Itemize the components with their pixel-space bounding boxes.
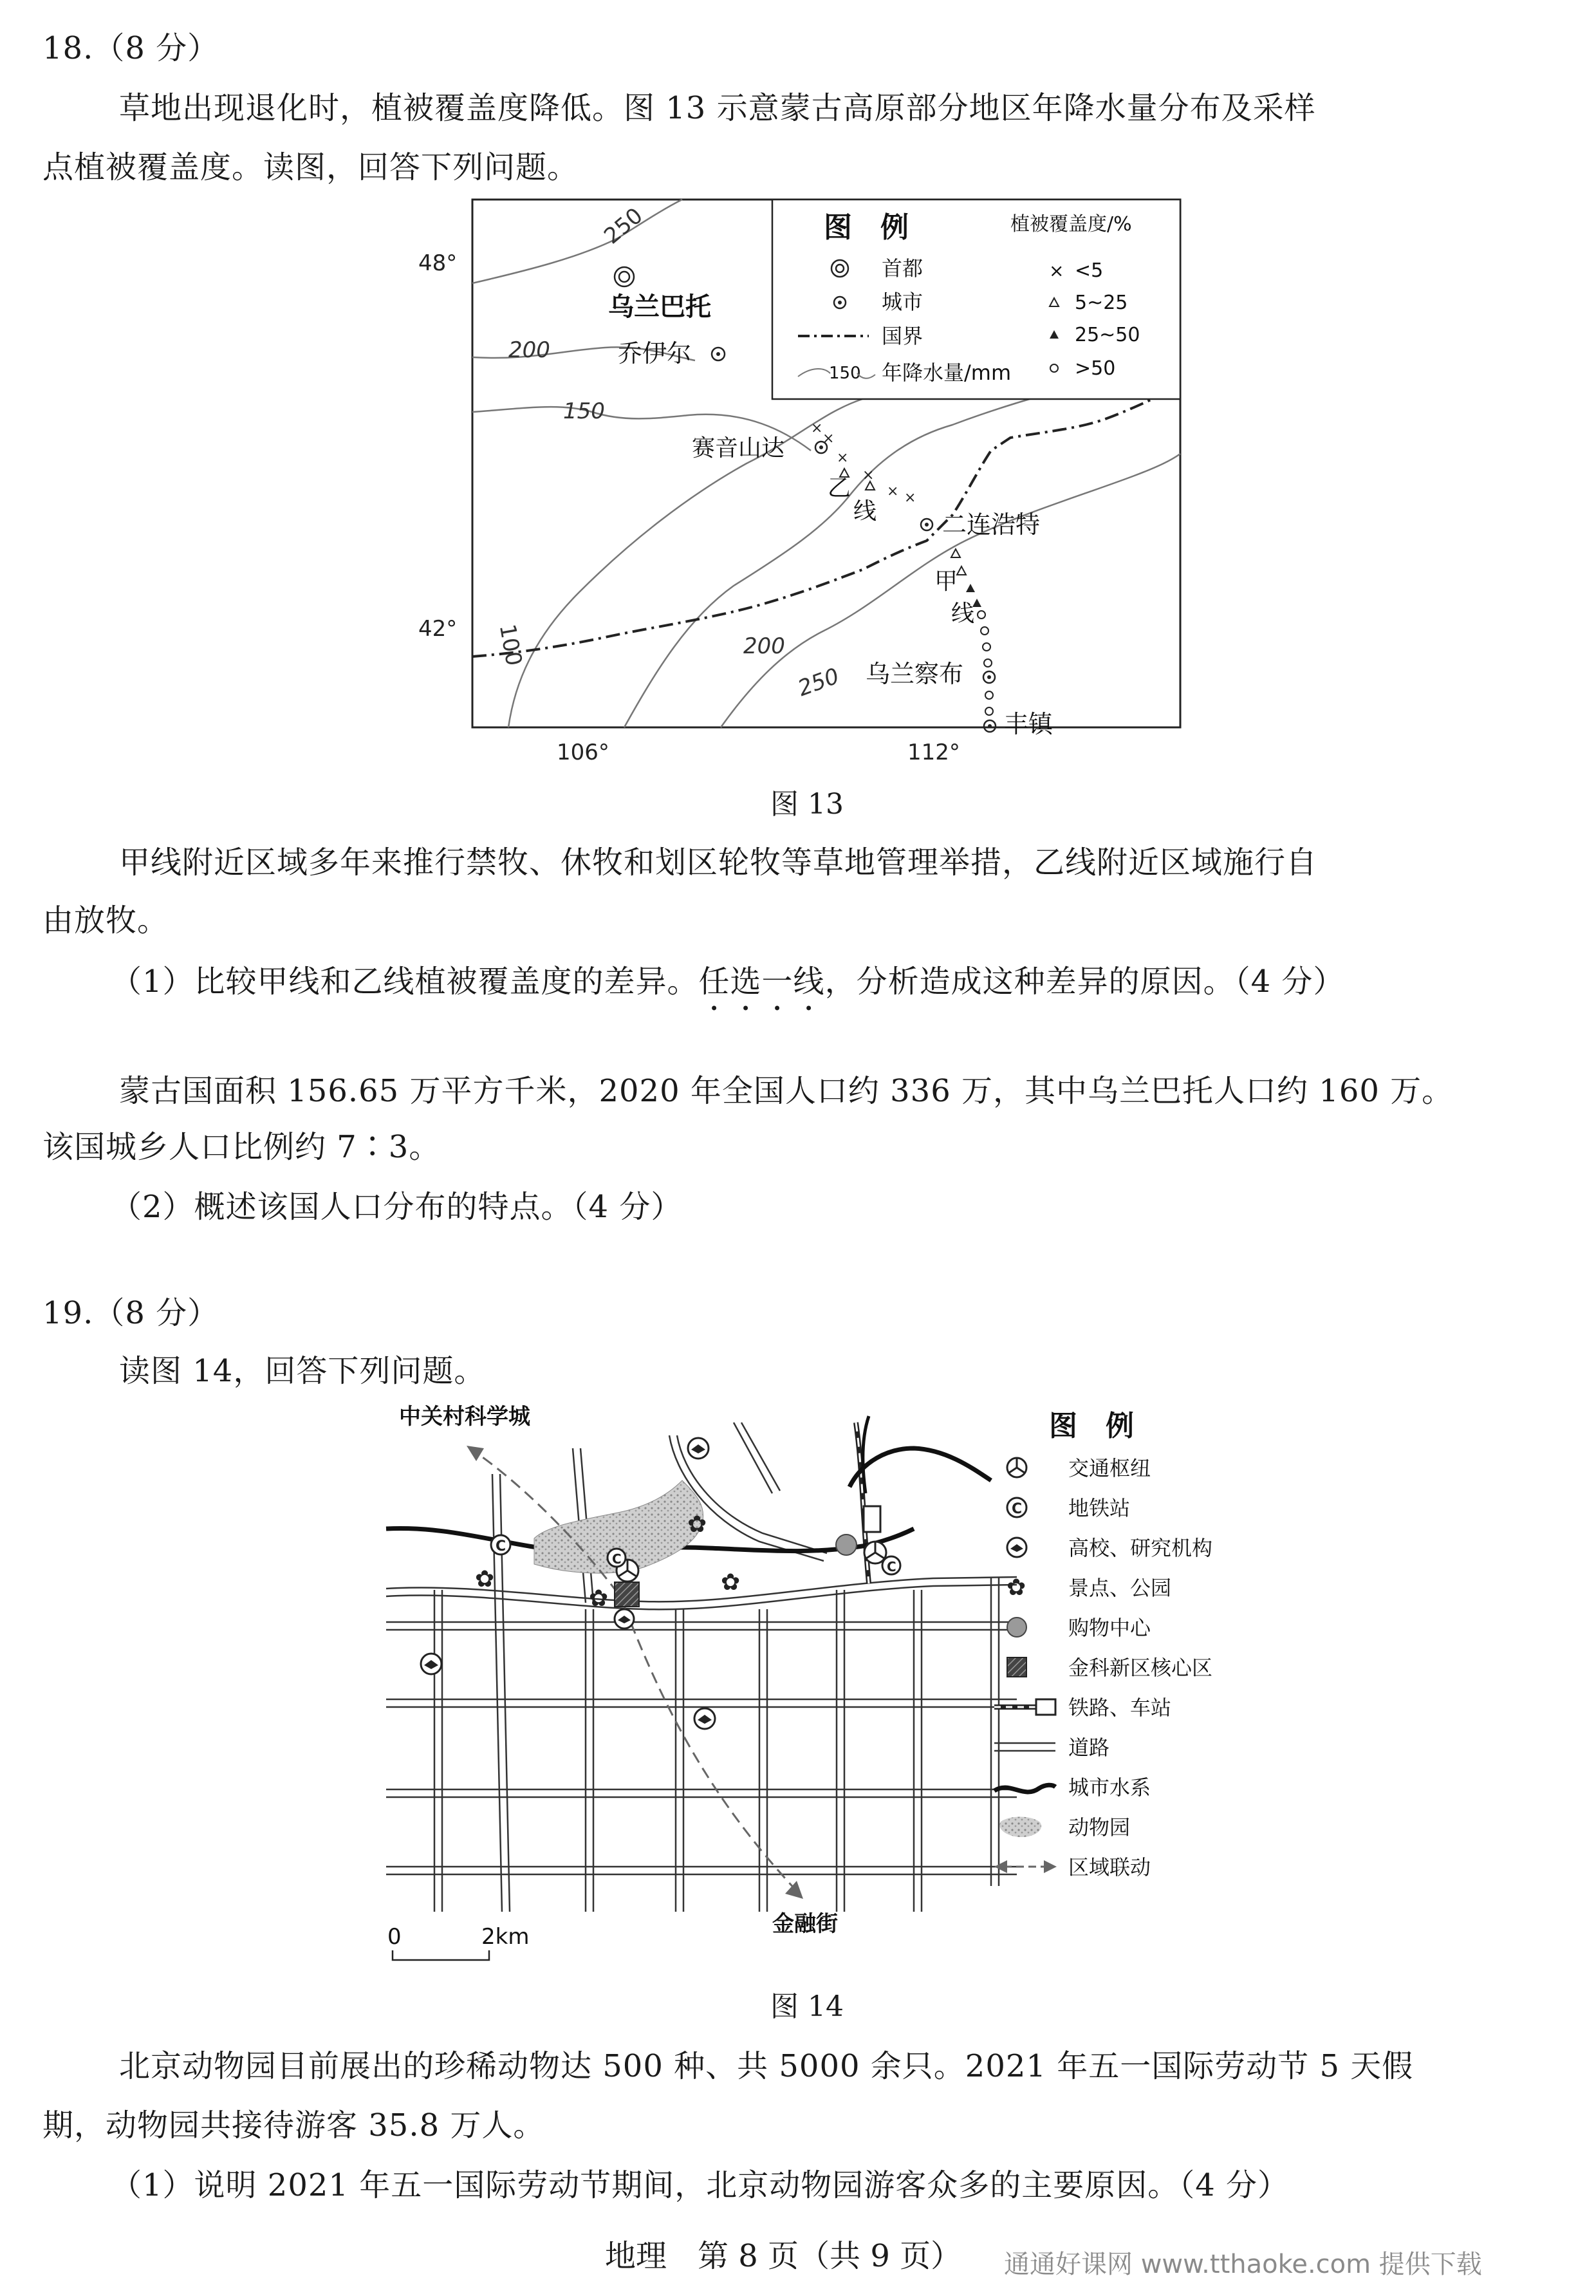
legend-item-4: 购物中心 [1068,1616,1151,1640]
watermark: 通通好课网 www.tthaoke.com 提供下载 [1004,2250,1482,2279]
legend-isoline-sample: 150 [829,364,861,383]
q18-sub1-pre: （1）比较甲线和乙线植被覆盖度的差异。 [111,964,699,1000]
legend-university-icon [1007,1538,1026,1557]
city-ulaanbaatar-label: 乌兰巴托 [608,292,711,322]
scale-zero: 0 [387,1924,402,1950]
university-icon [421,1654,441,1674]
financial-core-icon [615,1582,639,1607]
lon-106-label: 106° [557,740,609,765]
city-fengzhen-label: 丰镇 [1004,710,1053,738]
legend-linkage-icon [994,1860,1057,1873]
university-icon [615,1609,634,1629]
q18-para-line1: 甲线附近区域多年来推行禁牧、休牧和划区轮牧等草地管理举措，乙线附近区域施行自 [119,845,1318,881]
legend-border-label: 国界 [882,324,923,348]
legend-road-icon [994,1743,1055,1751]
figure-13-map [412,193,1197,772]
figure-14-caption: 图 14 [770,1990,844,2023]
legend-cross-icon: × [1049,260,1064,281]
iso-label-250-top: 250 [599,203,648,250]
city-erenhot-label: 二连浩特 [942,510,1041,539]
legend-item-6: 铁路、车站 [1068,1695,1172,1720]
svg-text:×: × [904,490,916,506]
iso-label-200: 200 [508,337,550,363]
q18-sub1-post: ，分析造成这种差异的原因。（4 分） [824,964,1345,1000]
lat-42-label: 42° [418,616,458,642]
label-jinrongjie: 金融街 [772,1911,838,1937]
university-icon [688,1438,709,1459]
legend-zoo-icon [999,1817,1041,1838]
university-icon [694,1708,715,1729]
city-water-line [849,1448,991,1487]
legend-railway-icon [994,1699,1055,1715]
railway-station-icon [864,1506,880,1532]
label-zhongguancun: 中关村科学城 [399,1404,530,1430]
svg-text:×: × [811,420,823,436]
legend-item-9: 动物园 [1068,1815,1131,1840]
svg-text:×: × [887,483,899,499]
legend-isoline-label: 年降水量/mm [882,360,1012,385]
map14-legend [994,1410,1212,1880]
legend-item-1: 地铁站 [1068,1496,1131,1520]
legend-city-label: 城市 [882,290,923,314]
legend-item-0: 交通枢纽 [1068,1456,1151,1480]
park-icon: ✿ [475,1566,495,1592]
line-jia-label-2: 线 [951,601,975,627]
subway-station-icon [882,1556,900,1574]
iso-label-100: 100 [494,622,527,668]
park-icon: ✿ [721,1569,741,1596]
legend-item-10: 区域联动 [1068,1855,1151,1880]
legend-shopping-icon [1007,1618,1026,1637]
legend-25-50-label: 25~50 [1075,324,1140,346]
legend-water-icon [994,1785,1055,1792]
park-icon: ✿ [589,1585,609,1612]
legend-5-25-label: 5~25 [1075,292,1128,314]
map13-legend [772,200,1180,399]
q19-sub1: （1）说明 2021 年五一国际劳动节期间，北京动物园游客众多的主要原因。（4 分） [111,2167,1290,2203]
q19-header: 19.（8 分） [42,1295,219,1331]
city-water-line [863,1416,869,1493]
iso-label-250-bottom: 250 [794,663,843,702]
q18-sub2: （2）概述该国人口分布的特点。（4 分） [111,1189,683,1225]
q19-para-line1: 北京动物园目前展出的珍稀动物达 500 种、共 5000 余只。2021 年五一国际劳动节 5 天假 [119,2048,1414,2084]
legend-park-icon: ✿ [1007,1574,1026,1601]
iso-label-200-bottom: 200 [743,633,785,659]
subway-station-icon [608,1549,626,1567]
legend14-title: 图 例 [1049,1410,1134,1442]
svg-text:C: C [496,1538,506,1554]
legend-capital-label: 首都 [882,256,923,281]
lon-112-label: 112° [907,740,960,765]
svg-text:×: × [822,431,835,447]
q18-para-line2: 由放牧。 [42,902,169,938]
q18-pop-line2: 该国城乡人口比例约 7∶3。 [42,1129,441,1165]
legend-item-2: 高校、研究机构 [1068,1536,1213,1560]
line-yi-label-1: 乙 [828,475,851,501]
park-icon: ✿ [687,1511,707,1538]
svg-text:C: C [887,1559,896,1574]
svg-text:C: C [1012,1501,1023,1517]
road-grid [386,1423,1017,1912]
q18-intro-line1: 草地出现退化时，植被覆盖度降低。图 13 示意蒙古高原部分地区年降水量分布及采样 [119,90,1316,126]
svg-text:×: × [862,467,875,483]
q18-sub1 [111,962,1344,1018]
legend-financial-core-icon [1007,1657,1026,1677]
legend-subway-icon [1007,1498,1026,1517]
city-sainshand-label: 赛音山达 [692,435,785,462]
legend-item-3: 景点、公园 [1068,1576,1172,1600]
line-yi-label-2: 线 [853,498,877,525]
linkage-arrow-jrj [624,1606,798,1892]
svg-text:C: C [612,1551,622,1567]
legend-item-5: 金科新区核心区 [1068,1656,1213,1680]
q19-intro: 读图 14，回答下列问题。 [119,1353,486,1389]
svg-text:×: × [837,450,849,466]
legend-item-8: 城市水系 [1068,1775,1151,1800]
q18-sub1-emphasis: 任选一线 [698,964,825,1000]
page-footer: 地理 第 8 页（共 9 页） [605,2238,962,2274]
legend-item-7: 道路 [1068,1735,1110,1760]
iso-label-150: 150 [563,398,605,424]
scale-2km: 2km [481,1924,530,1950]
figure-14-map [373,1397,1274,1963]
legend-lt5-label: <5 [1075,259,1104,282]
line-jia-label-1: 甲 [934,568,958,595]
q18-intro-line2: 点植被覆盖度。读图，回答下列问题。 [42,149,579,185]
legend13-subtitle: 植被覆盖度/% [1010,213,1132,236]
q18-header: 18.（8 分） [42,30,219,66]
subway-station-icon [491,1535,510,1554]
legend-transport-hub-icon [1007,1458,1026,1477]
legend-gt50-label: >50 [1075,357,1116,380]
legend13-title: 图 例 [824,211,909,244]
lat-48-label: 48° [418,250,458,276]
figure-13-caption: 图 13 [770,788,844,821]
shopping-center-icon [836,1535,857,1555]
scale-bar [387,1924,529,1960]
city-choir-label: 乔伊尔 [618,339,692,368]
q19-para-line2: 期，动物园共接待游客 35.8 万人。 [42,2107,545,2143]
city-ulanqab-label: 乌兰察布 [866,660,964,688]
q18-pop-line1: 蒙古国面积 156.65 万平方千米，2020 年全国人口约 336 万，其中乌兰巴托人口约 160 万。 [119,1073,1454,1109]
